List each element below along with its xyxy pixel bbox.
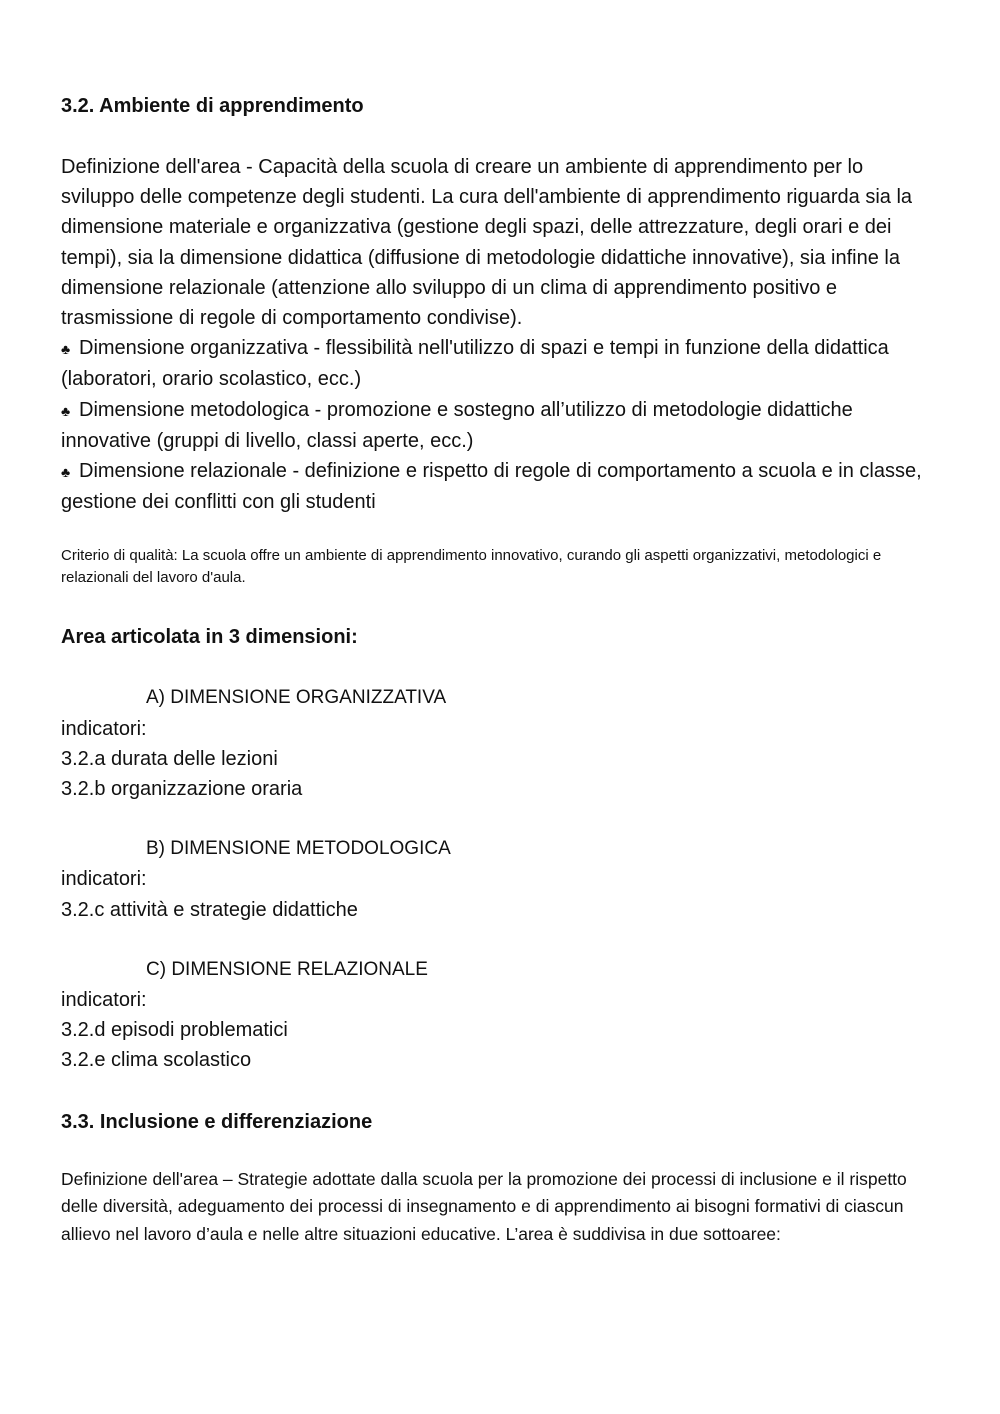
section-3-2-definition: Definizione dell'area - Capacità della scuola di creare un ambiente di apprendimento per lo sviluppo delle competenze degli studenti. La cura dell'ambiente di apprendimento riguarda sia la dimensione materiale e organizzativa (gestione degli spazi, delle attrezzature, degli orari e dei tempi), sia la dimensione didattica (diffusione di metodologie didattiche innovative), sia infine la dimensione relazionale (attenzione allo sviluppo di un clima di apprendimento positivo e trasmissione di regole di comportamento condivise). bbox=[61, 156, 913, 330]
indicators-label: indicatori: bbox=[61, 868, 147, 891]
bullet-text: Dimensione organizzativa - flessibilità nell'utilizzo di spazi e tempi in funzione della didattica (laboratori, orario scolastico, ecc.) bbox=[61, 337, 889, 391]
section-3-3-definition: Definizione dell'area – Strategie adottate dalla scuola per la promozione dei processi di inclusione e il rispetto delle diversità, adeguamento dei processi di insegnamento e di apprendimento ai bisogni formativi di ciascun allievo nel lavoro d’aula e nelle altre situazioni educative. L’area è suddivisa in due sottoaree: bbox=[61, 1168, 907, 1244]
indicators-label: indicatori: bbox=[61, 989, 147, 1012]
dimension-a-title: A) DIMENSIONE ORGANIZZATIVA bbox=[146, 687, 447, 709]
bullet-organizzativa bbox=[61, 333, 941, 394]
indicator-item: 3.2.e clima scolastico bbox=[61, 1049, 252, 1072]
document-page bbox=[61, 92, 941, 1248]
club-bullet-icon: ♣ bbox=[61, 402, 71, 419]
dimensions-heading: Area articolata in 3 dimensioni: bbox=[61, 626, 358, 649]
club-bullet-icon: ♣ bbox=[61, 464, 71, 481]
indicator-item: 3.2.a durata delle lezioni bbox=[61, 747, 278, 770]
club-bullet-icon: ♣ bbox=[61, 341, 71, 358]
indicator-item: 3.2.d episodi problematici bbox=[61, 1019, 288, 1042]
quality-criterion: Criterio di qualità: La scuola offre un ambiente di apprendimento innovativo, curando gli aspetti organizzativi, metodologici e relazionali del lavoro d'aula. bbox=[61, 547, 882, 587]
dimension-c-title: C) DIMENSIONE RELAZIONALE bbox=[146, 958, 428, 980]
section-3-3-title: 3.3. Inclusione e differenziazione bbox=[61, 1110, 373, 1133]
bullet-metodologica bbox=[61, 395, 941, 456]
bullet-text: Dimensione metodologica - promozione e sostegno all’utilizzo di metodologie didattiche innovative (gruppi di livello, classi aperte, ecc.) bbox=[61, 398, 853, 452]
indicator-item: 3.2.c attività e strategie didattiche bbox=[61, 898, 358, 921]
indicator-item: 3.2.b organizzazione oraria bbox=[61, 778, 303, 801]
dimension-b-title: B) DIMENSIONE METODOLOGICA bbox=[146, 838, 451, 860]
section-3-2-title: 3.2. Ambiente di apprendimento bbox=[61, 95, 364, 117]
bullet-relazionale bbox=[61, 456, 941, 517]
bullet-text: Dimensione relazionale - definizione e rispetto di regole di comportamento a scuola e in classe, gestione dei conflitti con gli studenti bbox=[61, 460, 922, 514]
indicators-label: indicatori: bbox=[61, 717, 147, 740]
